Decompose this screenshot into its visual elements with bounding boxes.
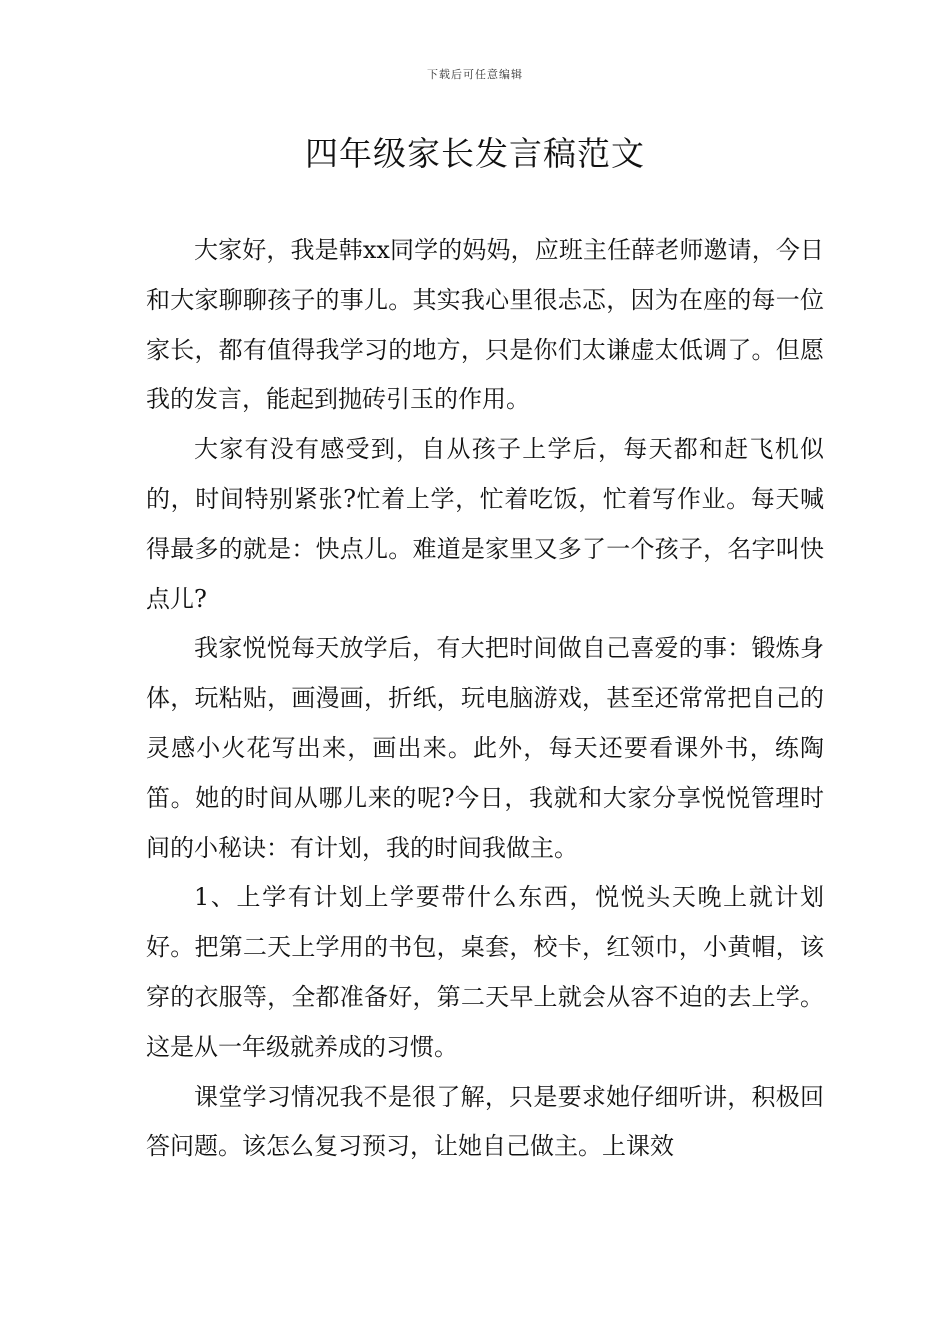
paragraph: 1、上学有计划上学要带什么东西，悦悦头天晚上就计划好。把第二天上学用的书包，桌套，校卡，红领巾，小黄帽，该穿的衣服等，全都准备好，第二天早上就会从容不迫的去上学。这是从一年级就养成的习惯。	[146, 883, 824, 1061]
paragraph: 大家好，我是韩xx同学的妈妈，应班主任薛老师邀请，今日和大家聊聊孩子的事儿。其实我心里很忐忑，因为在座的每一位家长，都有值得我学习的地方，只是你们太谦虚太低调了。但愿我的发言，能起到抛砖引玉的作用。	[146, 236, 824, 414]
header-note: 下载后可任意编辑	[427, 68, 523, 81]
paragraph: 课堂学习情况我不是很了解，只是要求她仔细听讲，积极回答问题。该怎么复习预习，让她自己做主。上课效	[146, 1082, 824, 1161]
document-body	[146, 226, 824, 1172]
document-title: 四年级家长发言稿范文	[305, 134, 645, 173]
paragraph: 大家有没有感受到，自从孩子上学后，每天都和赶飞机似的，时间特别紧张?忙着上学，忙着吃饭，忙着写作业。每天喊得最多的就是：快点儿。难道是家里又多了一个孩子，名字叫快点儿?	[146, 435, 824, 613]
paragraph: 我家悦悦每天放学后，有大把时间做自己喜爱的事：锻炼身体，玩粘贴，画漫画，折纸，玩电脑游戏，甚至还常常把自己的灵感小火花写出来，画出来。此外，每天还要看课外书，练陶笛。她的时间从哪儿来的呢?今日，我就和大家分享悦悦管理时间的小秘诀：有计划，我的时间我做主。	[146, 634, 824, 862]
